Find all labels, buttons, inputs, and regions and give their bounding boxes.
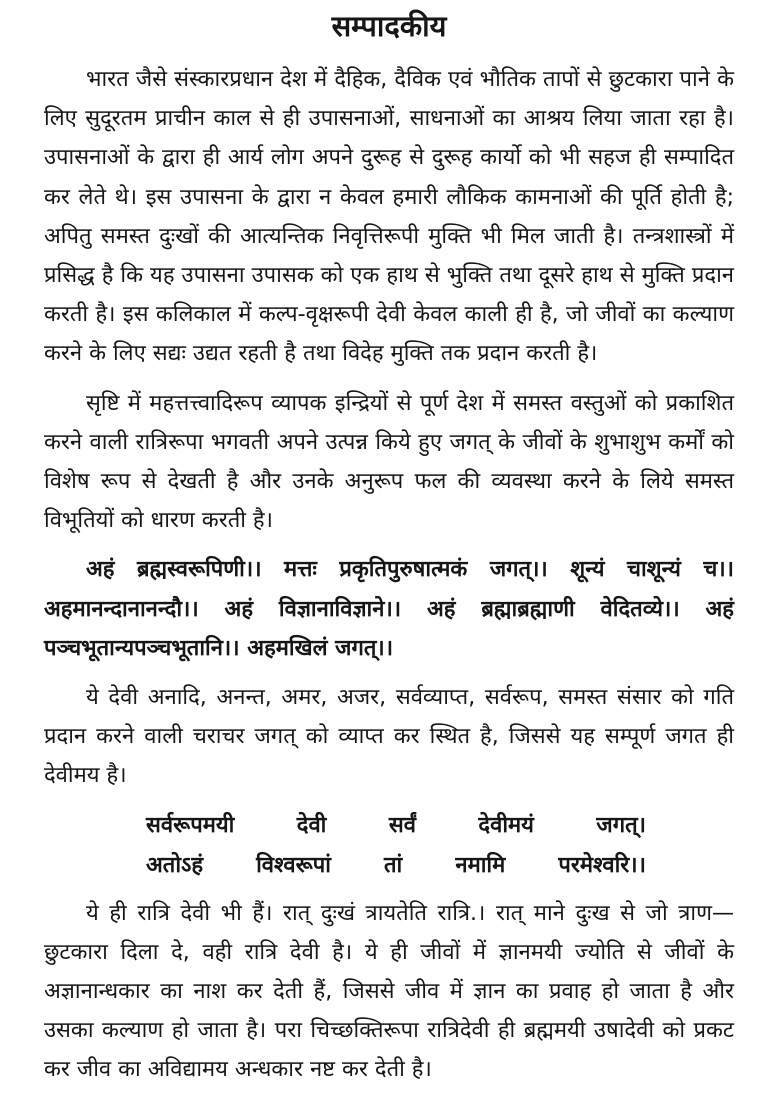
verse-word: जगत्। [596,812,646,838]
verse-word: विश्वरूपां [256,852,331,878]
verse-word: परमेश्वरि।। [558,852,646,878]
verse-word: देवी [296,812,327,838]
paragraph-ratri: ये ही रात्रि देवी भी हैं। रात् दुःखं त्रायतेति रात्रि.। रात् माने दुःख से जो त्राण—छुटकारा दिला दे, वही रात्रि देवी है। ये ही जीवों में ज्ञानमयी ज्योति से जीवों के अज्ञानान्धकार का नाश कर देती हैं, जिससे जीव में ज्ञान का प्रवाह हो जाता है और उसका कल्याण हो जाता है। परा चिच्छक्तिरूपा रात्रिदेवी ही ब्रह्ममयी उषादेवी को प्रकट कर जीव का अविद्यामय अन्धकार नष्ट कर देती है। [44,900,734,1083]
verse-line-2 [146,846,646,886]
verse-word: नमामि [455,852,506,878]
verse-word: सर्वरूपमयी [146,812,235,838]
verse-word: देवीमयं [478,812,534,838]
verse-word: सर्वं [388,812,416,838]
paragraph-devi: ये देवी अनादि, अनन्त, अमर, अजर, सर्वव्याप्त, सर्वरूप, समस्त संसार को गति प्रदान करने वाली चराचर जगत् को व्याप्त कर स्थित है, जिससे यह सम्पूर्ण जगत ही देवीमय है। [44,685,734,789]
verse-line-1 [146,806,646,846]
shloka-block: अहं ब्रह्मस्वरूपिणी।। मत्तः प्रकृतिपुरुषात्मकं जगत्।। शून्यं चाशून्यं च।। अहमानन्दानानन्दौ।। अहं विज्ञानाविज्ञाने।। अहं ब्रह्माब्रह्माणी वेदितव्ये।। अहं पञ्चभूतान्यपञ्चभूतानि।। अहमखिलं जगत्।। [44,557,734,661]
verse-block [44,806,734,886]
verse-word: अतोऽहं [146,852,204,878]
paragraph-intro: भारत जैसे संस्कारप्रधान देश में दैहिक, दैविक एवं भौतिक तापों से छुटकारा पाने के लिए सुदूरतम प्राचीन काल से ही उपासनाओं, साधनाओं का आश्रय लिया जाता रहा है। उपासनाओं के द्वारा ही आर्य लोग अपने दुरूह से दुरूह कार्यो को भी सहज ही सम्पादित कर लेते थे। इस उपासना के द्वारा न केवल हमारी लौकिक कामनाओं की पूर्ति होती है; अपितु समस्त दुःखों की आत्यन्तिक निवृत्तिरूपी मुक्ति भी मिल जाती है। तन्त्रशास्त्रों में प्रसिद्ध है कि यह उपासना उपासक को एक हाथ से भुक्ति तथा दूसरे हाथ से मुक्ति प्रदान करती है। इस कलिकाल में कल्प-वृक्षरूपी देवी केवल काली ही है, जो जीवों का कल्याण करने के लिए सद्यः उद्यत रहती है तथा विदेह मुक्ति तक प्रदान करती है। [44,67,734,367]
verse-word: तां [384,852,403,878]
page-title: सम्पादकीय [331,9,447,43]
paragraph-creation: सृष्टि में महत्तत्त्वादिरूप व्यापक इन्द्रियों से पूर्ण देश में समस्त वस्तुओं को प्रकाशित करने वाली रात्रिरूपा भगवती अपने उत्पन्न किये हुए जगत् के जीवों के शुभाशुभ कर्मों को विशेष रूप से देखती है और उनके अनुरूप फल की व्यवस्था करने के लिये समस्त विभूतियों को धारण करती है। [44,390,734,534]
